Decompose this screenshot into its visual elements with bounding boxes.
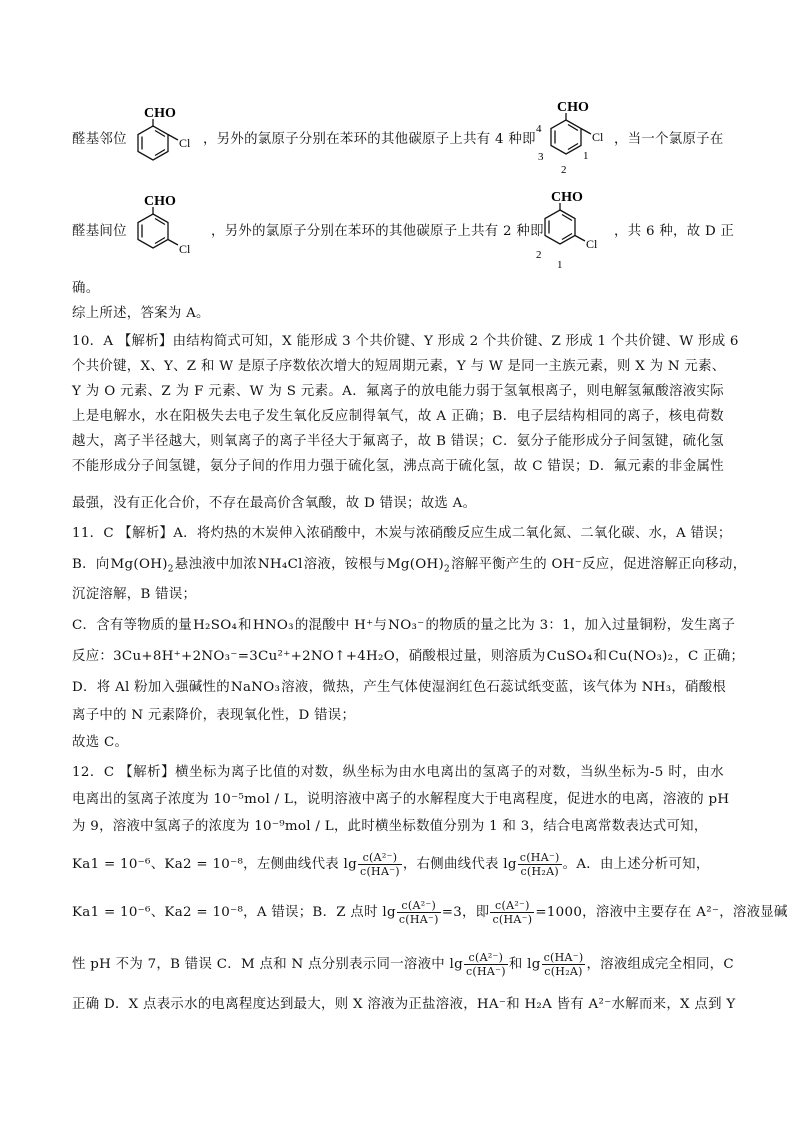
ka1-expression: Ka1 = 10⁻⁶ — [72, 857, 151, 872]
cu-no3-2-formula: Cu(NO₃)₂ — [608, 649, 674, 664]
q12-l5-c: =3，即 — [441, 905, 490, 920]
q11-line-6 — [72, 679, 727, 697]
q12-line-4: Ka1 = 10⁻⁶、Ka2 = 10⁻⁸，左侧曲线代表 lg $\frac{\text{c(A²⁻)}}{c(HA^-)}$ ，右侧曲线代表 lg $\frac{c(HA^-)}{\text{c(H₂A)}}$ 。A．由上述分析可知， — [72, 851, 710, 878]
ratio-a2-ha: $\frac{\text{c(A²⁻)}}{c(HA^-)}$ — [360, 851, 400, 878]
q11-line-5 — [72, 648, 745, 666]
ka2-expression: Ka2 = 10⁻⁸ — [164, 857, 244, 872]
q10-line-3: Y 为 O 元素、Z 为 F 元素、W 为 S 元素。A．氟离子的放电能力弱于氢氧根离子，则电解氢氟酸溶液实际 — [72, 384, 724, 399]
q11-l6-b: 溶液，微热，产生气体使湿润红色石蕊试纸变蓝，该气体为 NH₃，硝酸根 — [281, 680, 727, 695]
q12-l6-b: 和 lg — [508, 957, 541, 972]
ratio-ha-h2a: $\frac{c(HA^-)}{\text{c(H₂A)}}$ — [519, 851, 560, 878]
cl-label: Cl — [592, 130, 604, 144]
position-4-label: 4 — [536, 123, 542, 135]
ka2-expression-2: Ka2 = 10⁻⁸ — [164, 905, 244, 920]
q9-row3: 确。 — [72, 281, 100, 296]
q12-l4-b: ，左侧曲线代表 lg — [243, 857, 357, 872]
q11-line-8: 故选 C。 — [72, 735, 129, 750]
nano3-formula: NaNO₃ — [230, 680, 281, 695]
cho-label: CHO — [557, 100, 589, 115]
q10-line-6: 不能形成分子间氢键，氨分子间的作用力强于硫化氢，沸点高于硫化氢，故 C 错误；D．氟元素的非金属性 — [72, 459, 724, 474]
q11-l4-a: C．含有等物质的量 — [72, 618, 193, 633]
q10-line-5: 越大，离子半径越大，则氧离子的离子半径大于氟离子，故 B 错误；C．氨分子能形成分子间氢键，硫化氢 — [72, 434, 724, 449]
q12-l6-a: 性 pH 不为 7，B 错误 C．M 点和 N 点分别表示同一溶液中 lg — [72, 957, 463, 972]
q9-row1-text-c: ，当一个氯原子在 — [614, 132, 724, 147]
position-2-label: 2 — [536, 249, 542, 261]
q11-l4-d: 的物质的量之比为 3：1，加入过量铜粉，发生离子 — [425, 618, 736, 633]
q11-line-3: 沉淀溶解，B 错误； — [72, 587, 197, 602]
q10-line-2: 个共价键，X、Y、Z 和 W 是原子序数依次增大的短周期元素，Y 与 W 是同一主族元素，则 X 为 N 元素、 — [72, 359, 726, 374]
q11-line-2 — [72, 556, 747, 575]
q12-line-5: Ka1 = 10⁻⁶、Ka2 = 10⁻⁸，A 错误；B．Z 点时 lg $\frac{\text{c(A²⁻)}}{c(HA^-)}$ =3，即 $\frac{\text{c(A²⁻)}}{c(HA^-)}$ =1000，溶液中主要存在 A²⁻，溶液显碱 — [72, 899, 788, 926]
q11-l5-d: ，C 正确； — [674, 649, 745, 664]
q11-line-7: 离子中的 N 元素降价，表现氧化性，D 错误； — [72, 708, 356, 723]
ratio-a2-ha-2: $\frac{\text{c(A²⁻)}}{c(HA^-)}$ — [398, 899, 439, 926]
q9-row2-text-c: ，共 6 种，故 D 正 — [614, 224, 735, 239]
q10-line-7: 最强，没有正化合价，不存在最高价含氧酸，故 D 错误；故选 A。 — [72, 496, 477, 511]
q12-l5-b: ，A 错误；B．Z 点时 lg — [243, 905, 396, 920]
q11-line-4 — [72, 617, 736, 635]
q11-l6-a: D．将 Al 粉加入强碱性的 — [72, 680, 230, 695]
ortho-positions-structure — [534, 96, 614, 182]
q11-l5-c: 和 — [593, 649, 608, 664]
q12-l6-c: ，溶液组成完全相同，C — [586, 957, 734, 972]
q11-l2-b: 悬浊液中加浓 — [174, 557, 257, 572]
position-3-label: 3 — [538, 151, 544, 163]
q10-line-1: 10．A 【解析】由结构简式可知，X 能形成 3 个共价键、Y 形成 2 个共价键、Z 形成 1 个共价键、W 形成 6 — [72, 334, 739, 349]
q9-conclusion: 综上所述，答案为 A。 — [72, 306, 210, 321]
q12-l4-d: 。A．由上述分析可知， — [562, 857, 710, 872]
q11-l2-d: 溶解平衡产生的 OH⁻反应，促进溶解正向移动， — [451, 557, 747, 572]
q12-line-1: 12．C 【解析】横坐标为离子比值的对数，纵坐标为由水电离出的氢离子的对数，当纵坐标为-5 时，由水 — [72, 765, 724, 780]
hno3-formula: HNO₃ — [252, 618, 294, 633]
q9-row2-text-b: ，另外的氯原子分别在苯环的其他碳原子上共有 2 种即 — [211, 224, 544, 239]
mg-oh-2-formula: $Mg(OH)_2$ — [110, 557, 174, 575]
position-1-label: 1 — [583, 150, 589, 162]
cho-label: CHO — [551, 190, 583, 205]
q12-line-3: 为 9，溶液中氢离子的浓度为 10⁻⁹mol / L，此时横坐标数值分别为 1 和 3，结合电离常数表达式可知， — [72, 819, 708, 834]
q9-row2-text-a: 醛基间位 — [72, 224, 127, 239]
mg-oh-2-formula-2: $Mg(OH)_2$ — [386, 557, 451, 575]
meta-positions-structure — [530, 186, 610, 274]
position-2-label: 2 — [561, 164, 567, 176]
q11-line-1: 11．C 【解析】A．将灼热的木炭伸入浓硝酸中，木炭与浓硝酸反应生成二氧化氮、二氧化碳、水，A 错误； — [72, 526, 732, 541]
ortho-chlorobenzaldehyde-structure — [128, 104, 198, 170]
q12-line-2: 电离出的氢离子浓度为 10⁻⁵mol / L，说明溶液中离子的水解程度大于电离程度，促进水的电离，溶液的 pH — [72, 792, 730, 807]
q12-line-7: 正确 D．X 点表示水的电离程度达到最大，则 X 溶液为正盐溶液，HA⁻和 H₂A 皆有 A²⁻水解而来，X 点到 Y — [72, 997, 736, 1012]
q11-l5-b: ，硝酸根过量，则溶质为 — [395, 649, 546, 664]
cho-label: CHO — [144, 194, 176, 209]
ratio-a2-ha-3: $\frac{\text{c(A²⁻)}}{c(HA^-)}$ — [492, 899, 533, 926]
q9-row1-text-b: ，另外的氯原子分别在苯环的其他碳原子上共有 4 种即 — [203, 132, 536, 147]
q11-l2-c: 溶液，铵根与 — [303, 557, 386, 572]
ionic-equation: 3Cu+8H⁺+2NO₃⁻=3Cu²⁺+2NO↑+4H₂O — [113, 649, 395, 664]
q11-l5-a: 反应： — [72, 649, 114, 664]
q12-l5-d: =1000，溶液中主要存在 A²⁻，溶液显碱 — [535, 905, 788, 920]
q11-l2-a: B．向 — [72, 557, 110, 572]
cl-label: Cl — [179, 242, 191, 256]
cl-label: Cl — [586, 237, 598, 251]
q12-line-6 — [72, 950, 734, 980]
ratio-a2-ha-4: $\frac{\text{c(A²⁻)}}{c(HA^-)}$ — [465, 951, 506, 978]
q9-row1-text-a: 醛基邻位 — [72, 132, 127, 147]
ratio-ha-h2a-2: $\frac{c(HA^-)}{\text{c(H₂A)}}$ — [543, 951, 584, 978]
q12-l4-c: ，右侧曲线代表 lg — [402, 857, 517, 872]
cl-label: Cl — [179, 136, 191, 150]
nh4cl-formula: NH₄Cl — [257, 557, 303, 572]
position-1-label: 1 — [557, 259, 563, 271]
cuso4-formula: CuSO₄ — [546, 649, 593, 664]
h2so4-formula: H₂SO₄ — [193, 618, 238, 633]
q11-l4-c: 的混酸中 H⁺与 — [294, 618, 388, 633]
meta-chlorobenzaldehyde-structure — [128, 192, 204, 266]
nitrate-ion-formula: NO₃⁻ — [388, 618, 425, 633]
q10-line-4: 上是电解水，水在阳极失去电子发生氧化反应制得氧气，故 A 正确；B．电子层结构相同的离子，核电荷数 — [72, 409, 724, 424]
ka1-expression-2: Ka1 = 10⁻⁶ — [72, 905, 151, 920]
q11-l4-b: 和 — [238, 618, 252, 633]
cho-label: CHO — [144, 106, 176, 121]
